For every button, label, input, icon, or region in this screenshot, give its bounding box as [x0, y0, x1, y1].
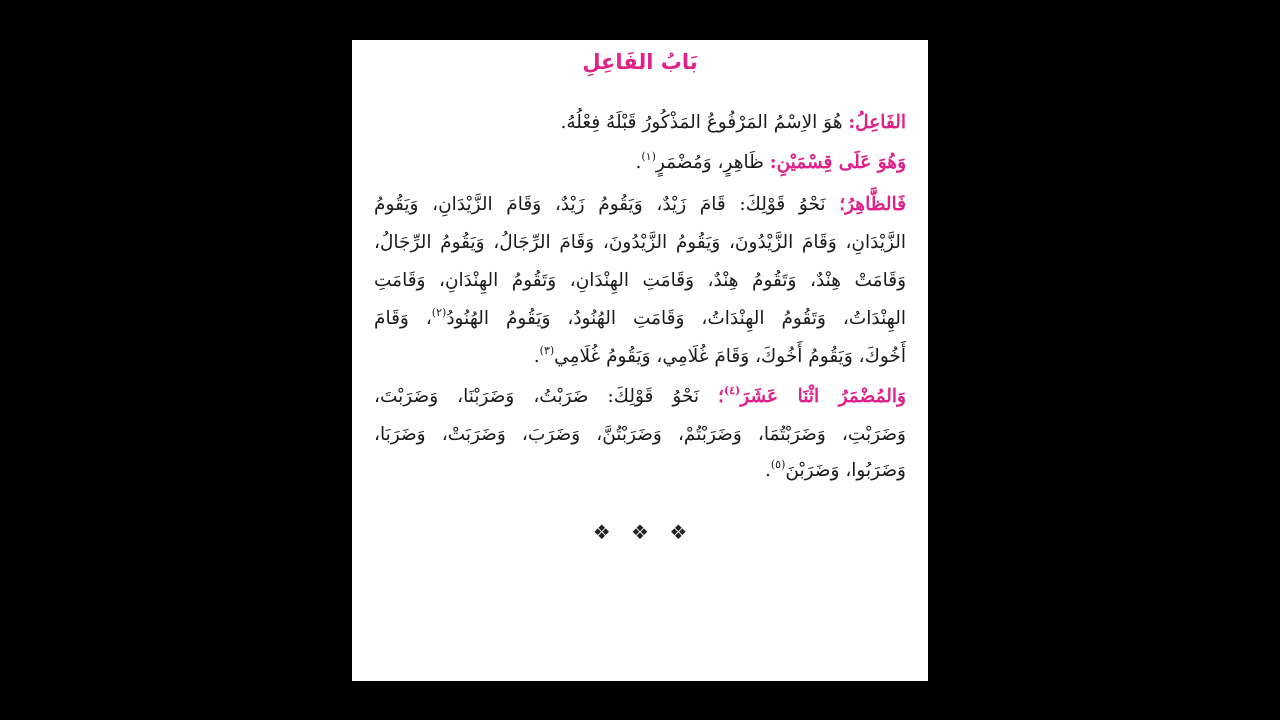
pronoun-line-1 [374, 382, 906, 412]
explicit-line-1 [374, 190, 906, 220]
ornament-icon: ❖ [631, 520, 649, 544]
ornament-icon: ❖ [669, 520, 688, 544]
footnote-ref-5: (٥) [770, 458, 786, 471]
definition-term: الفَاعِلُ: [848, 112, 906, 133]
explicit-text-4b: ، وَقَامَ [374, 308, 432, 329]
footnote-ref-2: (٢) [431, 306, 447, 319]
pronoun-term-text: وَالمُضْمَرُ اثْنَا عَشَرَ [740, 386, 906, 407]
document-page [352, 40, 928, 681]
explicit-text-5a: أَخُوكَ، وَيَقُومُ أَخُوكَ، وَقَامَ غُلَامِي، وَيَقُومُ غُلَامِي [554, 346, 906, 367]
pronoun-term-end: ؛ [718, 386, 724, 407]
pronoun-text-3a: وَضَرَبُوا، وَضَرَبْنَ [785, 460, 906, 481]
pronoun-term [718, 386, 906, 407]
pronoun-line-2: وَضَرَبْتِ، وَضَرَبْتُمَا، وَضَرَبْتُمْ، وَضَرَبْتُنَّ، وَضَرَبَ، وَضَرَبَتْ، وَضَرَبَا، [374, 424, 906, 445]
pronoun-line-3 [374, 456, 906, 486]
explicit-text-5b: . [533, 346, 540, 367]
explicit-text-4a: الهِنْدَاتُ، وَتَقُومُ الهِنْدَاتُ، وَقَامَتِ الهُنُودُ، وَيَقُومُ الهُنُودُ [446, 308, 906, 329]
explicit-line-3: وَقَامَتْ هِنْدٌ، وَتَقُومُ هِنْدٌ، وَقَامَتِ الهِنْدَانِ، وَتَقُومُ الهِنْدَانِ، وَقَامَتِ [374, 270, 906, 291]
explicit-line-4 [374, 304, 906, 334]
division-text: ظَاهِرٍ، وَمُضْمَرٍ [655, 152, 764, 173]
explicit-line-5 [374, 342, 906, 372]
section-divider [352, 520, 928, 544]
footnote-ref-3: (٣) [539, 344, 555, 357]
pronoun-text-1: نَحْوُ قَوْلِكَ: ضَرَبْتُ، وَضَرَبْنَا، وَضَرَبْتَ، [374, 386, 700, 407]
division-line [374, 148, 906, 178]
explicit-text-1: نَحْوُ قَوْلِكَ: قَامَ زَيْدٌ، وَيَقُومُ زَيْدٌ، وَقَامَ الزَّيْدَانِ، وَيَقُومُ [374, 194, 826, 215]
division-end: . [635, 152, 642, 173]
footnote-ref-4: (٤) [723, 384, 741, 397]
explicit-term: فَالظَّاهِرُ؛ [839, 194, 906, 215]
division-term: وَهُوَ عَلَى قِسْمَيْنِ: [769, 152, 906, 173]
explicit-line-2: الزَّيْدَانِ، وَقَامَ الزَّيْدُونَ، وَيَقُومُ الزَّيْدُونَ، وَقَامَ الرِّجَالُ، وَيَقُومُ الرِّجَالُ، [374, 232, 906, 253]
definition-line [374, 108, 906, 138]
ornament-icon: ❖ [592, 520, 611, 544]
pronoun-text-3b: . [764, 460, 771, 481]
definition-text: هُوَ الاِسْمُ المَرْفُوعُ المَذْكُورُ قَبْلَهُ فِعْلُهُ. [560, 112, 843, 133]
chapter-title: بَابُ الفَاعِلِ [582, 50, 698, 74]
footnote-ref-1: (١) [641, 150, 656, 163]
